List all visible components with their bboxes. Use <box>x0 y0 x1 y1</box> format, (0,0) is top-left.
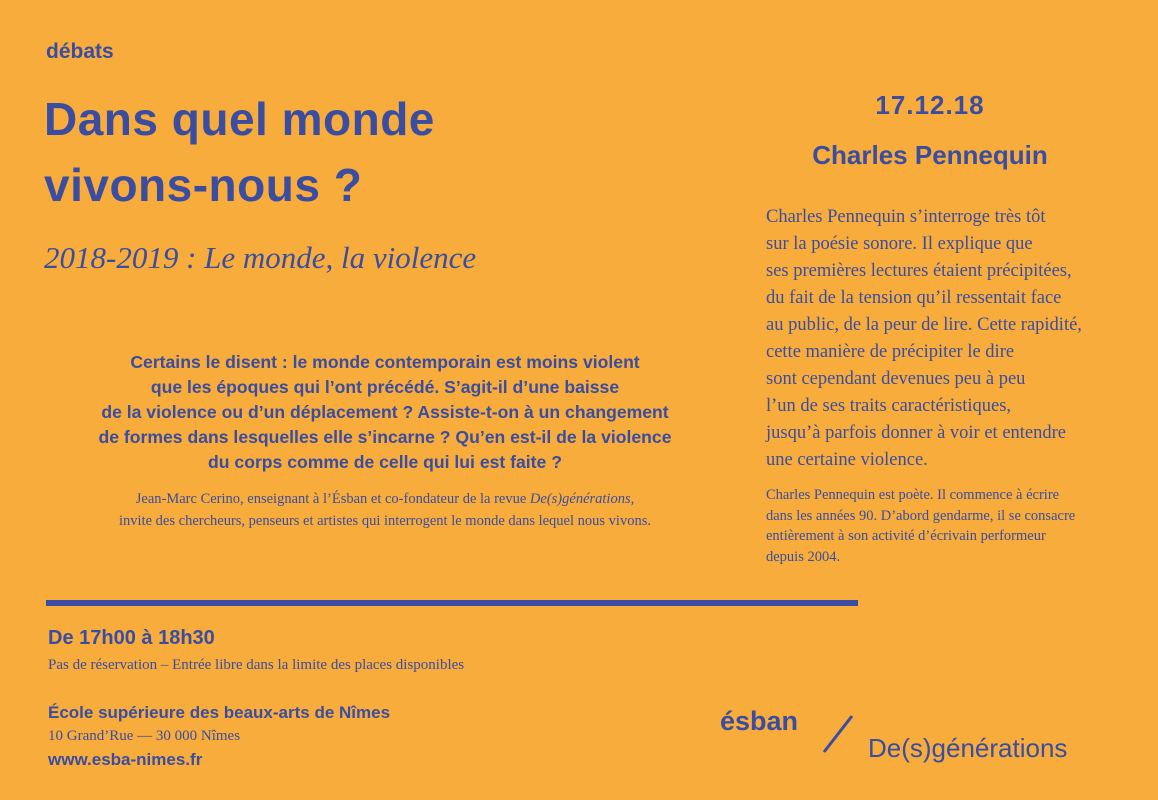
short-bio-line: Charles Pennequin est poète. Il commence à écrire <box>766 487 1060 503</box>
title-line-1: Dans quel monde <box>44 93 435 145</box>
credit-line-1 <box>40 488 730 510</box>
bio-line: ses premières lectures étaient précipitées, <box>766 261 1072 281</box>
esban-logo: ésban <box>720 706 799 736</box>
journal-name: De(s)générations <box>529 491 631 507</box>
speaker-short-bio <box>766 485 1146 567</box>
lead-paragraph <box>40 350 730 475</box>
credit-line-2: invite des chercheurs, penseurs et artistes qui interrogent le monde dans lequel nous vivons. <box>119 513 651 529</box>
short-bio-line: dans les années 90. D’abord gendarme, il se consacre <box>766 507 1076 524</box>
event-date: 17.12.18 <box>875 90 985 120</box>
section-kicker: débats <box>46 40 114 63</box>
speaker-name: Charles Pennequin <box>812 140 1048 170</box>
bio-line: cette manière de précipiter le dire <box>766 342 1015 362</box>
credit-paragraph <box>40 488 730 532</box>
reservation-note: Pas de réservation – Entrée libre dans la limite des places disponibles <box>48 657 465 673</box>
speaker-bio <box>766 204 1146 474</box>
title-line-2: vivons-nous ? <box>44 159 363 211</box>
school-address: 10 Grand’Rue — 30 000 Nîmes <box>48 728 241 744</box>
bio-line: sont cependant devenues peu à peu <box>766 369 1026 389</box>
lead-line: du corps comme de celle qui lui est faite ? <box>208 452 562 472</box>
event-time: De 17h00 à 18h30 <box>48 627 215 649</box>
bio-line: du fait de la tension qu’il ressentait face <box>766 288 1062 308</box>
series-subtitle: 2018-2019 : Le monde, la violence <box>44 240 477 275</box>
bio-line: sur la poésie sonore. Il explique que <box>766 234 1033 254</box>
lead-line: de formes dans lesquelles elle s’incarne ? Qu’en est-il de la violence <box>98 427 672 447</box>
website-link[interactable]: www.esba-nimes.fr <box>48 750 203 769</box>
slash-separator-icon <box>818 712 862 756</box>
credit-text: Jean-Marc Cerino, enseignant à l’Ésban et co-fondateur de la revue <box>135 491 530 507</box>
divider-rule <box>46 600 858 606</box>
lead-line: de la violence ou d’un déplacement ? Assiste-t-on à un changement <box>101 402 669 422</box>
bio-line: une certaine violence. <box>766 450 928 470</box>
page-title <box>44 86 435 218</box>
lead-line: que les époques qui l’ont précédé. S’agit-il d’une baisse <box>150 377 620 397</box>
lead-line: Certains le disent : le monde contemporain est moins violent <box>130 352 640 372</box>
bio-line: Charles Pennequin s’interroge très tôt <box>766 207 1046 227</box>
bio-line: l’un de ses traits caractéristiques, <box>766 396 1012 416</box>
school-name: École supérieure des beaux-arts de Nîmes <box>48 703 391 722</box>
short-bio-line: entièrement à son activité d’écrivain performeur <box>766 528 1046 544</box>
credit-comma: , <box>630 491 635 507</box>
short-bio-line: depuis 2004. <box>766 548 841 565</box>
bio-line: jusqu’à parfois donner à voir et entendre <box>766 423 1067 443</box>
degenerations-logo: De(s)générations <box>868 733 1068 763</box>
bio-line: au public, de la peur de lire. Cette rapidité, <box>766 315 1082 335</box>
